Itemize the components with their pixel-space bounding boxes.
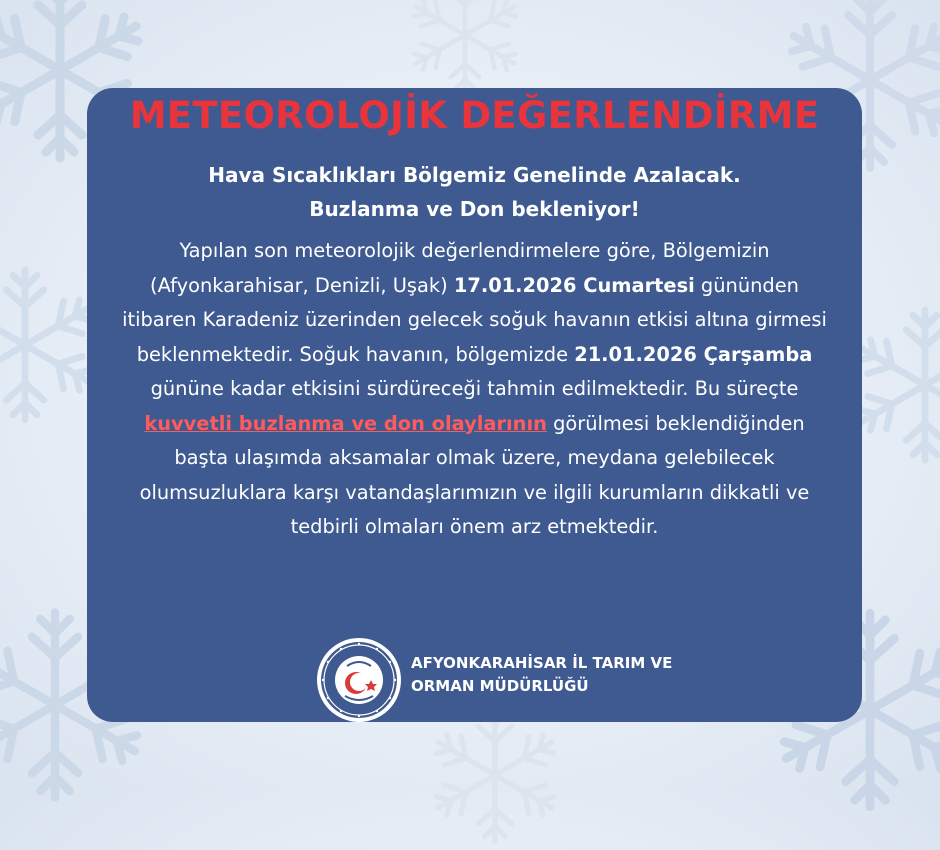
warning-text: kuvvetli buzlanma ve don olaylarının [144,411,547,435]
start-date: 17.01.2026 Cumartesi [453,273,695,297]
announcement-card [87,88,862,722]
subtitle-line-1: Hava Sıcaklıkları Bölgemiz Genelinde Azalacak. [208,163,741,187]
organization-footer [315,636,735,726]
snowflake-icon [400,0,530,100]
page-title: METEOROLOJİK DEĞERLENDİRME [129,94,820,137]
body-part-2: gününden itibaren Karadeniz üzerinden gelecek soğuk havanın etkisi altına girmesi beklenmektedir. Soğuk havanın, bölgemizde [122,273,827,366]
subtitle [117,158,832,226]
subtitle-line-2: Buzlanma ve Don bekleniyor! [309,197,640,221]
organization-name-line-2: ORMAN MÜDÜRLÜĞÜ [411,677,589,695]
body-part-1: Yapılan son meteorolojik değerlendirmelere göre, Bölgemizin (Afyonkarahisar, Denizli, Uşak) [150,239,770,297]
ministry-seal-icon [315,636,403,724]
organization-name-line-1: AFYONKARAHİSAR İL TARIM VE [411,654,673,672]
body-part-4: görülmesi beklendiğinden başta ulaşımda aksamalar olmak üzere, meydana gelebilecek olumsuzluklara karşı vatandaşlarımızın ve ilgili kurumların dikkatli ve tedbirli olmaları önem arz etmektedir. [139,411,810,538]
body-text [115,234,834,545]
body-part-3: gününe kadar etkisini sürdüreceği tahmin edilmektedir. Bu süreçte [150,377,799,400]
organization-name [411,652,672,698]
end-date: 21.01.2026 Çarşamba [574,342,813,366]
